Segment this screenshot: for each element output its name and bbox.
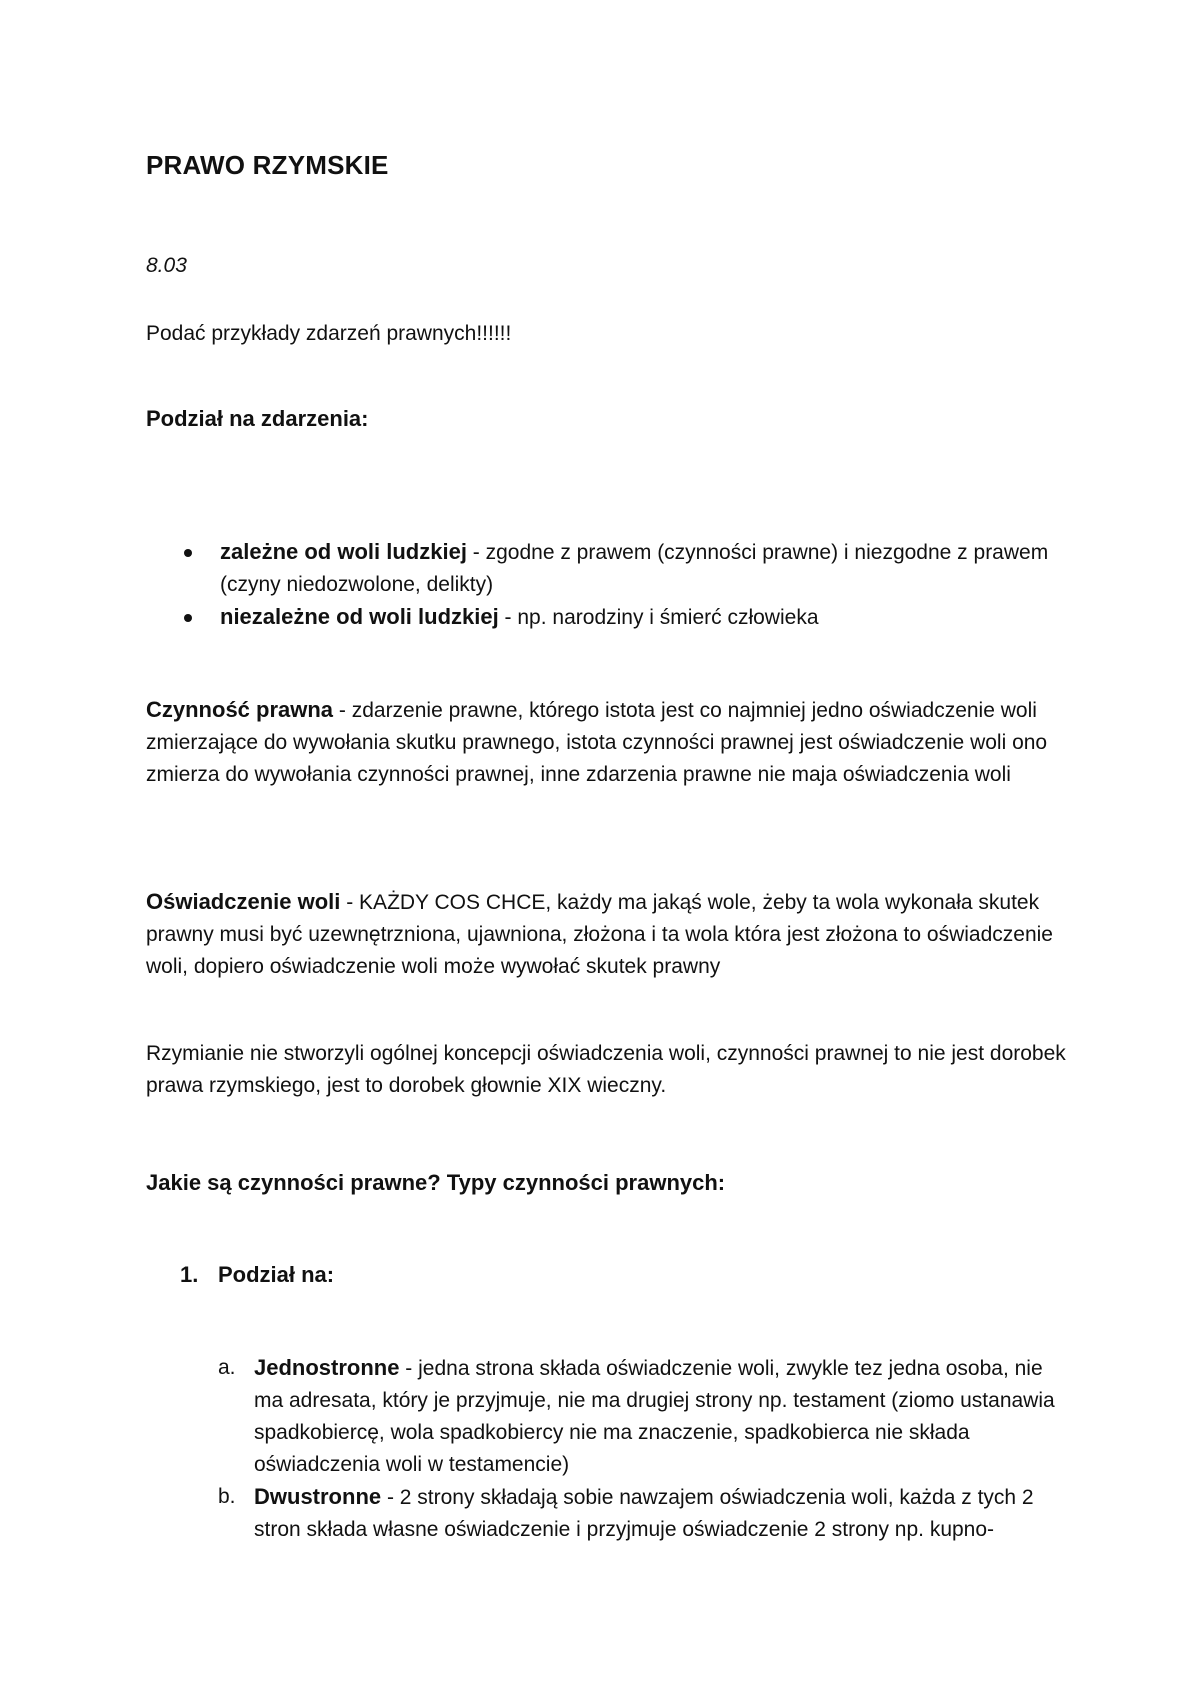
item-number: 1. <box>180 1262 199 1287</box>
lecture-date: 8.03 <box>146 254 187 277</box>
subitem-text: - jedna strona składa oświadczenie woli, zwykle tez jedna osoba, nie ma adresata, który je przyjmuje, nie ma drugiej strony np. testament (ziomo ustanawia spadkobiercę, wola spadkobiercy nie ma znaczenie, spadkobierca nie składa oświadczenia woli w testamencie) <box>254 1357 1055 1476</box>
oswiadczenie-term: Oświadczenie woli <box>146 889 341 914</box>
bullet-text: - np. narodziny i śmierć człowieka <box>498 606 819 629</box>
list-item <box>146 601 1086 634</box>
oswiadczenie-paragraph <box>146 886 1086 983</box>
item-label: Podział na: <box>218 1262 335 1287</box>
list-item <box>218 1352 1070 1481</box>
list-item <box>218 1481 1070 1546</box>
legal-act-types-list <box>218 1352 1070 1546</box>
division-heading: Podział na zdarzenia: <box>146 406 369 431</box>
subitem-term: Jednostronne <box>254 1355 400 1380</box>
event-types-list <box>146 536 1086 634</box>
numbered-item <box>180 1262 334 1288</box>
rzymianie-paragraph: Rzymianie nie stworzyli ogólnej koncepcji oświadczenia woli, czynności prawnej to nie jest dorobek prawa rzymskiego, jest to dorobek głownie XIX wieczny. <box>146 1042 1066 1097</box>
bullet-icon <box>184 549 192 557</box>
czynnosc-text: - zdarzenie prawne, którego istota jest co najmniej jedno oświadczenie woli zmierzające do wywołania skutku prawnego, istota czynności prawnej jest oświadczenie woli ono zmierza do wywołania czynności prawnej, inne zdarzenia prawne nie maja oświadczenia woli <box>146 699 1048 786</box>
list-item <box>146 536 1086 601</box>
bullet-icon <box>184 614 192 622</box>
types-heading: Jakie są czynności prawne? Typy czynności prawnych: <box>146 1170 726 1195</box>
subitem-text: - 2 strony składają sobie nawzajem oświadczenia woli, każda z tych 2 stron składa własne oświadczenie i przyjmuje oświadczenie 2 strony np. kupno- <box>254 1486 1034 1541</box>
bullet-term: zależne od woli ludzkiej <box>220 539 467 564</box>
bullet-text: - zgodne z prawem (czynności prawne) i niezgodne z prawem (czyny niedozwolone, delikty) <box>220 541 1049 596</box>
bullet-term: niezależne od woli ludzkiej <box>220 604 499 629</box>
oswiadczenie-text: - KAŻDY COS CHCE, każdy ma jakąś wole, żeby ta wola wykonała skutek prawny musi być uzewnętrzniona, ujawniona, złożona i ta wola która jest złożona to oświadczenie woli, dopiero oświadczenie woli może wywołać skutek prawny <box>146 891 1053 978</box>
document-title: PRAWO RZYMSKIE <box>146 150 389 180</box>
note-text: Podać przykłady zdarzeń prawnych!!!!!! <box>146 322 512 345</box>
item-letter: a. <box>218 1356 236 1379</box>
subitem-term: Dwustronne <box>254 1484 382 1509</box>
czynnosc-term: Czynność prawna <box>146 697 334 722</box>
item-letter: b. <box>218 1485 236 1508</box>
czynnosc-paragraph <box>146 694 1086 791</box>
